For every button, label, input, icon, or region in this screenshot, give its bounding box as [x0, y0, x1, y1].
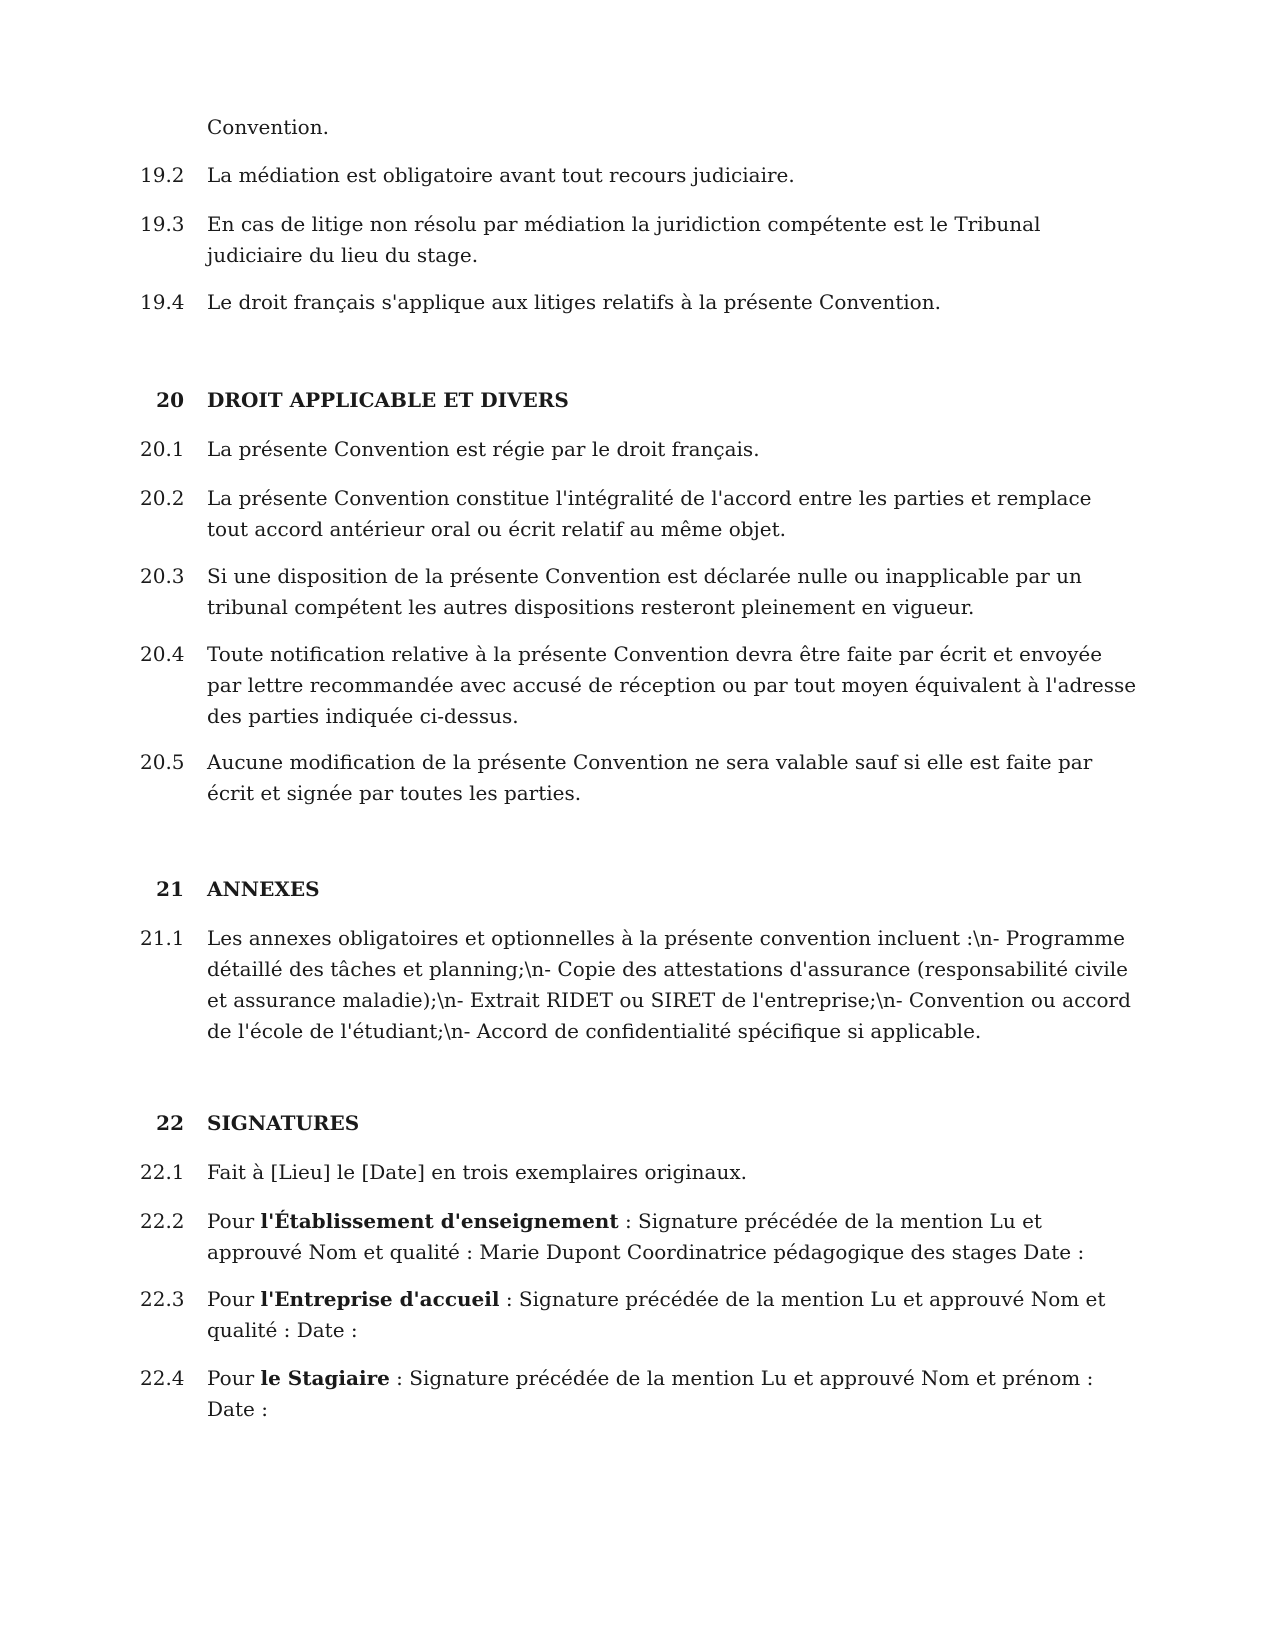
- clause-text: En cas de litige non résolu par médiation la juridiction compétente est le Tribunal judiciaire du lieu du stage.: [207, 212, 1041, 267]
- clause-number: 20.2: [140, 486, 185, 510]
- clause-text: Toute notification relative à la présente Convention devra être faite par écrit et envoyée par lettre recommandée avec accusé de réception ou par tout moyen équivalent à l'adresse des parties indiquée ci-dessus.: [207, 642, 1137, 728]
- clause-number: 19.4: [140, 290, 185, 314]
- clause-prefix: Pour: [207, 1209, 261, 1233]
- clause-text: La médiation est obligatoire avant tout recours judiciaire.: [207, 163, 795, 187]
- clause-number: 20.1: [140, 437, 185, 461]
- clause-number: 20.5: [140, 750, 185, 774]
- section-number: 22: [156, 1111, 184, 1135]
- clause-number: 21.1: [140, 926, 185, 950]
- section-title: SIGNATURES: [207, 1111, 360, 1135]
- clause-rest: : Signature précédée de la mention Lu et approuvé Nom et qualité : Marie Dupont Coordinatrice pédagogique des stages Date :: [207, 1209, 1085, 1264]
- clause-text: La présente Convention est régie par le droit français.: [207, 437, 760, 461]
- clause-text: [207, 1284, 1137, 1346]
- clause-prefix: Pour: [207, 1366, 261, 1390]
- clause-text: Le droit français s'applique aux litiges relatifs à la présente Convention.: [207, 290, 941, 314]
- clause-text: La présente Convention constitue l'intégralité de l'accord entre les parties et remplace tout accord antérieur oral ou écrit relatif au même objet.: [207, 486, 1092, 541]
- party-name: le Stagiaire: [260, 1366, 390, 1390]
- section-number: 20: [156, 388, 184, 412]
- clause-text: Les annexes obligatoires et optionnelles à la présente convention incluent :\n- Programme détaillé des tâches et planning;\n- Copie des attestations d'assurance (responsabilité civile et assurance maladie);\n- Extrait RIDET ou SIRET de l'entreprise;\n- Convention ou accord de l'école de l'étudiant;\n- Accord de confidentialité spécifique si applicable.: [207, 926, 1131, 1043]
- clause-text: Convention.: [207, 115, 329, 139]
- clause-number: 20.4: [140, 642, 185, 666]
- clause-text: [207, 1206, 1137, 1268]
- clause-number: 22.2: [140, 1209, 185, 1233]
- party-name: l'Établissement d'enseignement: [260, 1209, 619, 1233]
- clause-prefix: Pour: [207, 1287, 261, 1311]
- clause-number: 22.1: [140, 1160, 185, 1184]
- clause-text: Fait à [Lieu] le [Date] en trois exemplaires originaux.: [207, 1160, 747, 1184]
- clause-number: 22.3: [140, 1287, 185, 1311]
- clause-number: 19.2: [140, 163, 185, 187]
- section-title: ANNEXES: [207, 877, 320, 901]
- party-name: l'Entreprise d'accueil: [260, 1287, 500, 1311]
- clause-number: 20.3: [140, 564, 185, 588]
- clause-text: Si une disposition de la présente Convention est déclarée nulle ou inapplicable par un tribunal compétent les autres dispositions resteront pleinement en vigueur.: [207, 564, 1082, 619]
- clause-text: Aucune modification de la présente Convention ne sera valable sauf si elle est faite par écrit et signée par toutes les parties.: [207, 750, 1093, 805]
- clause-text: [207, 1363, 1137, 1425]
- clause-rest: : Signature précédée de la mention Lu et approuvé Nom et prénom : Date :: [207, 1366, 1094, 1421]
- section-title: DROIT APPLICABLE ET DIVERS: [207, 388, 569, 412]
- clause-rest: : Signature précédée de la mention Lu et approuvé Nom et qualité : Date :: [207, 1287, 1106, 1342]
- section-number: 21: [156, 877, 184, 901]
- clause-number: 22.4: [140, 1366, 185, 1390]
- clause-number: 19.3: [140, 212, 185, 236]
